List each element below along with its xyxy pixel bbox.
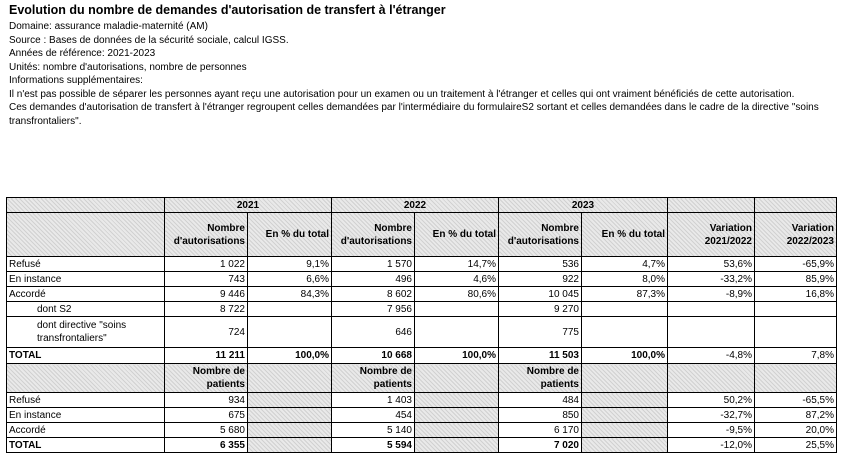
table-row xyxy=(7,272,837,287)
table-row xyxy=(7,257,837,272)
cell-variation-2: 16,8% xyxy=(755,287,837,302)
subrow-dont-directive xyxy=(7,317,837,348)
cell-variation-2: 7,8% xyxy=(755,348,837,364)
cell-blank xyxy=(582,408,668,423)
col-patients-2022: Nombre de patients xyxy=(332,364,415,393)
cell-pct-2021: 6,6% xyxy=(248,272,332,287)
cell-variation-2: -65,5% xyxy=(755,393,837,408)
cell-blank xyxy=(582,393,668,408)
col-pct-2022: En % du total xyxy=(415,213,499,257)
cell-empty xyxy=(755,317,837,348)
label-header-cell xyxy=(7,364,165,393)
cell-blank xyxy=(415,438,499,453)
cell-empty xyxy=(668,302,755,317)
data-table xyxy=(6,197,837,453)
table-row xyxy=(7,393,837,408)
row-label: TOTAL xyxy=(7,348,165,364)
year-header-2022: 2022 xyxy=(332,198,499,213)
row-label: Accordé xyxy=(7,287,165,302)
cell-blank xyxy=(248,438,332,453)
cell-variation-1: 53,6% xyxy=(668,257,755,272)
cell-pct-2023: 8,0% xyxy=(582,272,668,287)
cell-pct-2023: 4,7% xyxy=(582,257,668,272)
var-header-top-2 xyxy=(755,198,837,213)
row-label: Accordé xyxy=(7,423,165,438)
col-patients-2021: Nombre de patients xyxy=(165,364,248,393)
table-row xyxy=(7,423,837,438)
cell-variation-2: 20,0% xyxy=(755,423,837,438)
cell-patients-2023: 850 xyxy=(499,408,582,423)
cell-blank xyxy=(248,408,332,423)
cell-patients-2023: 7 020 xyxy=(499,438,582,453)
cell-empty xyxy=(755,302,837,317)
cell-variation-2: -65,9% xyxy=(755,257,837,272)
cell-blank xyxy=(582,438,668,453)
metadata-block xyxy=(9,20,829,128)
col-variation-2021-2022: Variation 2021/2022 xyxy=(668,213,755,257)
cell-blank xyxy=(755,364,837,393)
page-title: Evolution du nombre de demandes d'autorisation de transfert à l'étranger xyxy=(9,3,446,17)
cell-blank xyxy=(415,423,499,438)
cell-count-2021: 724 xyxy=(165,317,248,348)
cell-pct-2022: 4,6% xyxy=(415,272,499,287)
cell-count-2022: 8 602 xyxy=(332,287,415,302)
cell-blank xyxy=(582,423,668,438)
row-label: Refusé xyxy=(7,257,165,272)
meta-annees: Années de référence: 2021-2023 xyxy=(9,48,156,59)
row-label: dont directive "soins transfrontaliers" xyxy=(7,317,165,348)
cell-count-2022: 646 xyxy=(332,317,415,348)
row-label: dont S2 xyxy=(7,302,165,317)
row-label: En instance xyxy=(7,408,165,423)
cell-count-2021: 8 722 xyxy=(165,302,248,317)
cell-empty xyxy=(415,317,499,348)
year-header-row xyxy=(7,198,837,213)
cell-count-2022: 1 570 xyxy=(332,257,415,272)
cell-count-2021: 743 xyxy=(165,272,248,287)
cell-count-2023: 536 xyxy=(499,257,582,272)
cell-empty xyxy=(248,302,332,317)
col-pct-2021: En % du total xyxy=(248,213,332,257)
cell-variation-1: 50,2% xyxy=(668,393,755,408)
cell-patients-2022: 1 403 xyxy=(332,393,415,408)
cell-empty xyxy=(668,317,755,348)
meta-info-title: Informations supplémentaires: xyxy=(9,75,143,86)
meta-unites: Unités: nombre d'autorisations, nombre de personnes xyxy=(9,61,247,73)
cell-pct-2023: 100,0% xyxy=(582,348,668,364)
cell-pct-2021: 9,1% xyxy=(248,257,332,272)
cell-variation-1: -9,5% xyxy=(668,423,755,438)
cell-variation-1: -32,7% xyxy=(668,408,755,423)
cell-count-2023: 10 045 xyxy=(499,287,582,302)
col-patients-2023: Nombre de patients xyxy=(499,364,582,393)
year-header-2023: 2023 xyxy=(499,198,668,213)
cell-count-2022: 10 668 xyxy=(332,348,415,364)
cell-patients-2021: 675 xyxy=(165,408,248,423)
column-header-row xyxy=(7,213,837,257)
cell-pct-2022: 80,6% xyxy=(415,287,499,302)
meta-info-1: Il n'est pas possible de séparer les personnes ayant reçu une autorisation pour un examen ou un traitement à l'étranger et celles qui ont vraiment bénéficiés de cette autorisation. xyxy=(9,88,795,100)
cell-variation-2: 87,2% xyxy=(755,408,837,423)
cell-variation-1: -12,0% xyxy=(668,438,755,453)
col-variation-2022-2023: Variation 2022/2023 xyxy=(755,213,837,257)
year-header-2021: 2021 xyxy=(165,198,332,213)
cell-variation-1: -4,8% xyxy=(668,348,755,364)
cell-patients-2022: 5 594 xyxy=(332,438,415,453)
cell-patients-2022: 454 xyxy=(332,408,415,423)
meta-source: Source : Bases de données de la sécurité sociale, calcul IGSS. xyxy=(9,34,289,46)
col-nombre-2021: Nombre d'autorisations xyxy=(165,213,248,257)
cell-patients-2022: 5 140 xyxy=(332,423,415,438)
row-label: Refusé xyxy=(7,393,165,408)
meta-domaine: Domaine: assurance maladie-maternité (AM) xyxy=(9,21,208,32)
row-label: En instance xyxy=(7,272,165,287)
cell-pct-2022: 14,7% xyxy=(415,257,499,272)
corner-cell xyxy=(7,198,165,213)
cell-patients-2023: 6 170 xyxy=(499,423,582,438)
patients-header-row xyxy=(7,364,837,393)
cell-pct-2023: 87,3% xyxy=(582,287,668,302)
cell-count-2021: 11 211 xyxy=(165,348,248,364)
col-nombre-2023: Nombre d'autorisations xyxy=(499,213,582,257)
cell-empty xyxy=(582,317,668,348)
cell-variation-1: -33,2% xyxy=(668,272,755,287)
table-row xyxy=(7,287,837,302)
cell-count-2023: 922 xyxy=(499,272,582,287)
cell-empty xyxy=(415,302,499,317)
cell-blank xyxy=(415,408,499,423)
var-header-top-1 xyxy=(668,198,755,213)
cell-pct-2021: 84,3% xyxy=(248,287,332,302)
cell-count-2022: 496 xyxy=(332,272,415,287)
cell-patients-2023: 484 xyxy=(499,393,582,408)
cell-count-2021: 1 022 xyxy=(165,257,248,272)
cell-blank xyxy=(668,364,755,393)
cell-blank xyxy=(582,364,668,393)
cell-pct-2022: 100,0% xyxy=(415,348,499,364)
cell-blank xyxy=(415,393,499,408)
cell-blank xyxy=(415,364,499,393)
cell-blank xyxy=(248,393,332,408)
col-nombre-2022: Nombre d'autorisations xyxy=(332,213,415,257)
cell-count-2023: 11 503 xyxy=(499,348,582,364)
cell-variation-2: 85,9% xyxy=(755,272,837,287)
cell-variation-2: 25,5% xyxy=(755,438,837,453)
cell-blank xyxy=(248,423,332,438)
cell-patients-2021: 934 xyxy=(165,393,248,408)
total-row-patients xyxy=(7,438,837,453)
cell-empty xyxy=(582,302,668,317)
cell-count-2023: 9 270 xyxy=(499,302,582,317)
meta-info-2: Ces demandes d'autorisation de transfert à l'étranger regroupent celles demandées par l'intermédiaire du formulaireS2 sortant et celles demandées dans le cadre de la directive "soins transfrontaliers". xyxy=(9,102,819,127)
subrow-dont-s2 xyxy=(7,302,837,317)
total-row-autorisations xyxy=(7,348,837,364)
table-row xyxy=(7,408,837,423)
cell-patients-2021: 5 680 xyxy=(165,423,248,438)
row-label: TOTAL xyxy=(7,438,165,453)
cell-patients-2021: 6 355 xyxy=(165,438,248,453)
cell-count-2021: 9 446 xyxy=(165,287,248,302)
cell-blank xyxy=(248,364,332,393)
col-pct-2023: En % du total xyxy=(582,213,668,257)
cell-pct-2021: 100,0% xyxy=(248,348,332,364)
cell-count-2023: 775 xyxy=(499,317,582,348)
cell-empty xyxy=(248,317,332,348)
label-header-cell xyxy=(7,213,165,257)
cell-variation-1: -8,9% xyxy=(668,287,755,302)
cell-count-2022: 7 956 xyxy=(332,302,415,317)
